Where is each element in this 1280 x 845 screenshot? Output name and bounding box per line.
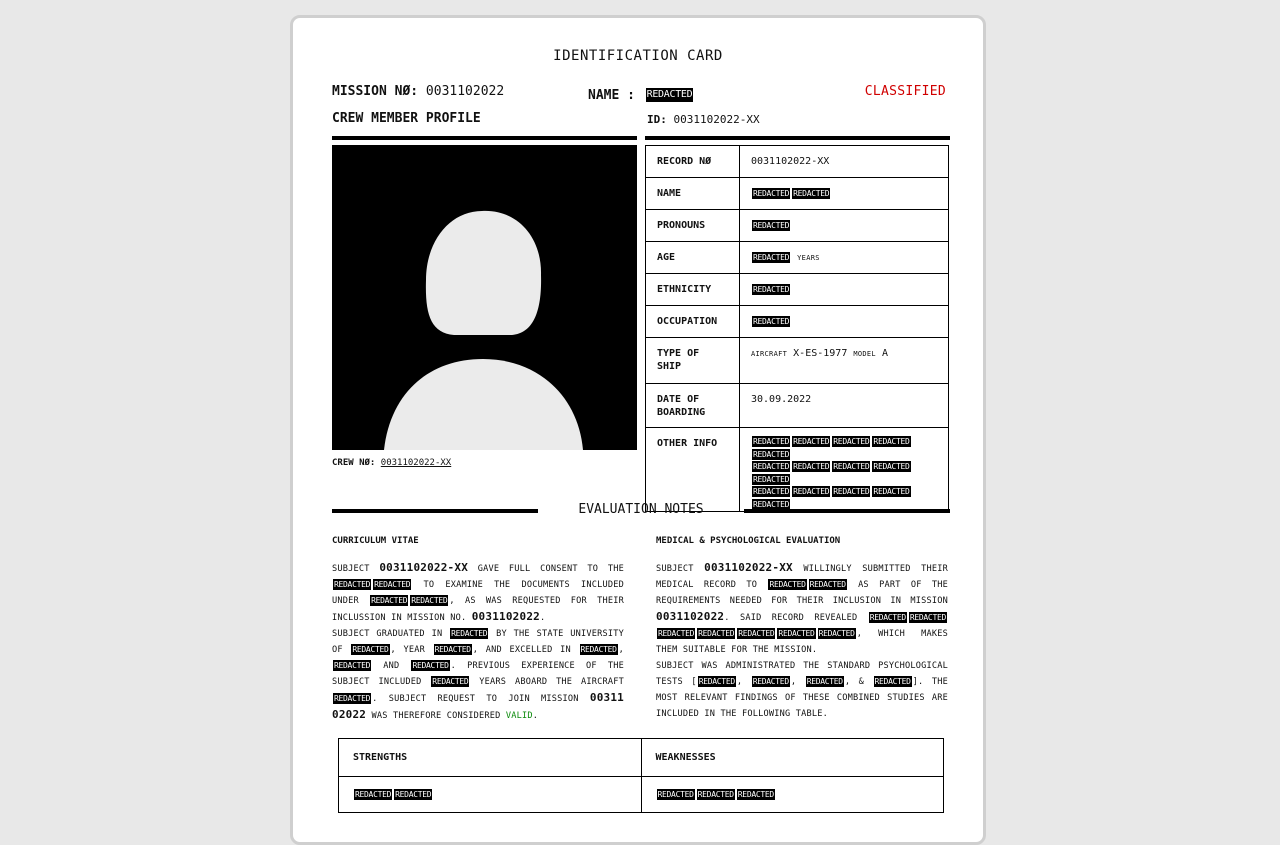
crew-label: CREW NØ: [332,458,376,468]
record-value: REDACTED [740,210,949,242]
record-value: AIRCRAFT X-ES-1977 MODEL A [740,338,949,384]
card-title: IDENTIFICATION CARD [553,48,723,64]
strengths-header: STRENGTHS [339,739,642,777]
record-key: OTHER INFO [646,428,740,512]
strengths-cell: REDACTED REDACTED [339,777,642,813]
table-row [646,306,949,338]
table-row [646,210,949,242]
record-key: ETHNICITY [646,274,740,306]
weaknesses-cell: REDACTED REDACTED REDACTED [641,777,944,813]
crew-photo [332,145,637,450]
record-value: REDACTED YEARS [740,242,949,274]
eval-rule-left [332,509,538,513]
cv-heading: CURRICULUM VITAE [332,536,419,546]
table-row [339,777,944,813]
table-row [646,146,949,178]
record-key: TYPE OF SHIP [646,338,740,384]
mission-label: MISSION NØ: [332,84,419,99]
name-label: NAME : [588,88,635,103]
identification-card [290,15,986,845]
id-label: ID: [647,113,667,126]
name-redacted: REDACTED [646,88,693,100]
record-value: REDACTED REDACTED [740,178,949,210]
mission-number: 0031102022 [425,84,505,99]
table-row [646,384,949,428]
record-table [645,145,949,512]
profile-rule [332,136,637,140]
eval-rule-right [744,509,950,513]
classified-stamp: CLASSIFIED [864,84,946,99]
id-value: 0031102022-XX [673,113,760,126]
crew-number: 0031102022-XX [380,458,452,468]
id-field [647,113,760,126]
record-key: OCCUPATION [646,306,740,338]
name-field [588,84,694,103]
table-row [646,178,949,210]
mission-field [332,84,504,99]
record-value: REDACTED [740,274,949,306]
table-row [339,739,944,777]
strengths-weaknesses-table [338,738,944,813]
cv-text: SUBJECT 0031102022-XX GAVE FULL CONSENT TO THE REDACTED REDACTED TO EXAMINE THE DOCUMENTS INCLUDED UNDER REDACTED REDACTED , AS WAS REQUESTED FOR THEIR INCLUSSION IN MISSION NO. 0031102022. SUBJECT GRADUATED IN REDACTED BY THE STATE UNIVERSITY OF REDACTED , YEAR REDACTED , AND EXCELLED IN REDACTED , REDACTED AND REDACTED . PREVIOUS EXPERIENCE OF THE SUBJECT INCLUDED REDACTED YEARS ABOARD THE AIRCRAFT REDACTED . SUBJECT REQUEST TO JOIN MISSION 00311 02022 WAS THEREFORE CONSIDERED VALID. [332,561,625,721]
record-value: REDACTED REDACTED REDACTED REDACTEDREDACTED REDACTED REDACTED REDACTED REDACTEDREDACTED REDACTED REDACTED REDACTED REDACTEDREDACTED [740,428,949,512]
silhouette-icon [332,145,637,450]
table-row [646,338,949,384]
medical-heading: MEDICAL & PSYCHOLOGICAL EVALUATION [656,536,841,546]
record-key: AGE [646,242,740,274]
table-row [646,274,949,306]
profile-heading: CREW MEMBER PROFILE [332,111,481,126]
record-key: RECORD NØ [646,146,740,178]
record-key: NAME [646,178,740,210]
record-value: 0031102022-XX [740,146,949,178]
table-row [646,242,949,274]
record-key: DATE OF BOARDING [646,384,740,428]
weaknesses-header: WEAKNESSES [641,739,944,777]
crew-number-field [332,458,451,468]
medical-text: SUBJECT 0031102022-XX WILLINGLY SUBMITTED THEIR MEDICAL RECORD TO REDACTED REDACTED AS PART OF THE REQUIREMENTS NEEDED FOR THEIR INCLUSION IN MISSION 0031102022. SAID RECORD REVEALED REDACTED REDACTED REDACTED REDACTED REDACTED REDACTED REDACTED , WHICH MAKES THEM SUITABLE FOR THE MISSION. SUBJECT WAS ADMINISTRATED THE STANDARD PSYCHOLOGICAL TESTS [ REDACTED , REDACTED , REDACTED , & REDACTED ]. THE MOST RELEVANT FINDINGS OF THESE COMBINED STUDIES ARE INCLUDED IN THE FOLLOWING TABLE. [656,561,949,719]
record-value: REDACTED [740,306,949,338]
evaluation-heading: EVALUATION NOTES [578,502,704,517]
record-rule [645,136,950,140]
record-key: PRONOUNS [646,210,740,242]
valid-status: VALID [505,711,533,721]
record-value: 30.09.2022 [740,384,949,428]
table-row [646,428,949,512]
